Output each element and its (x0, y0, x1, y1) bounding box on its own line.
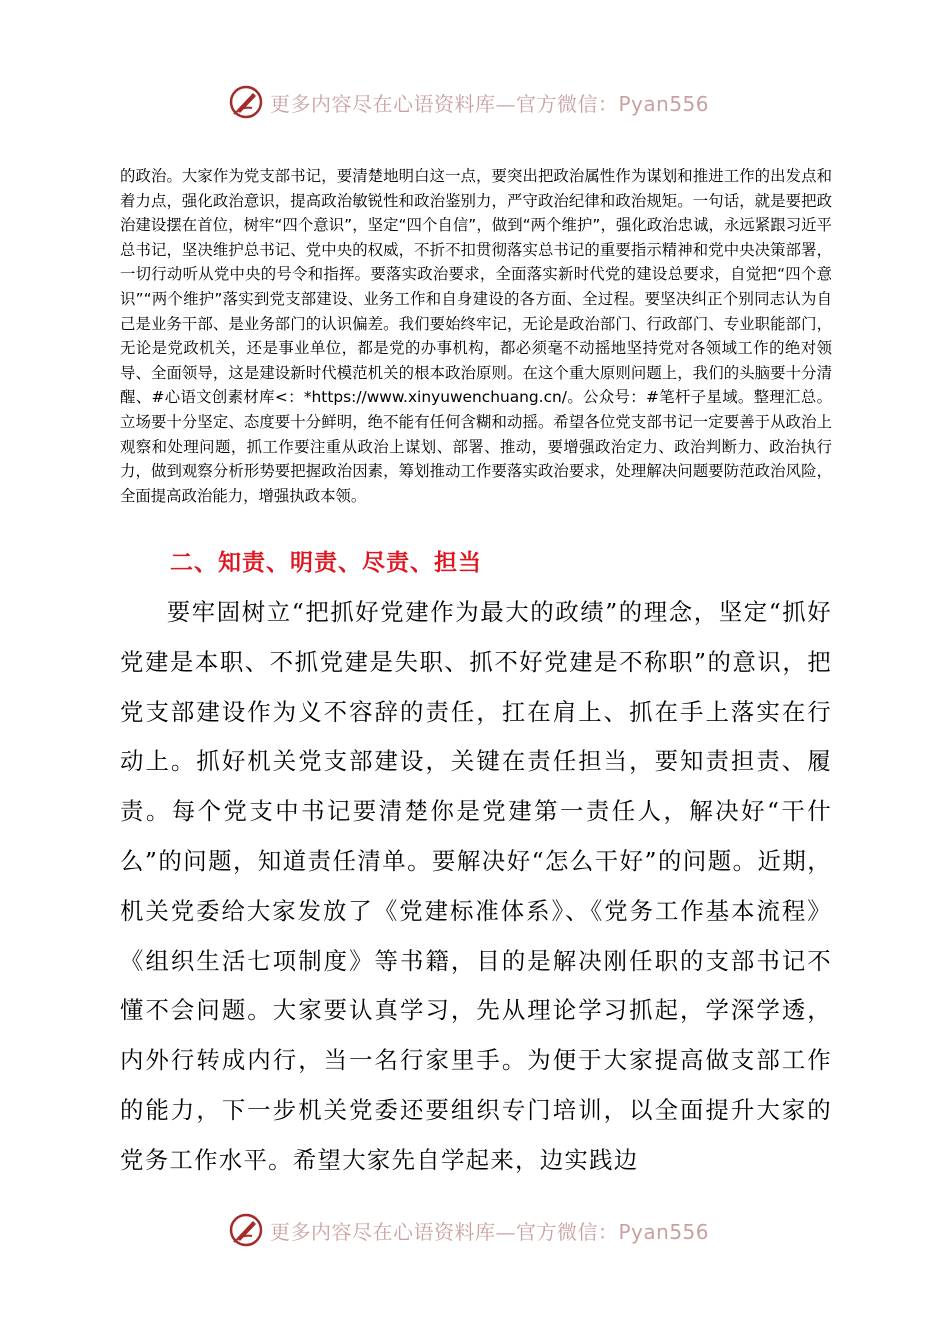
watermark-text: 更多内容尽在心语资料库—官方微信：Pyan556 (270, 91, 710, 116)
body-paragraph-small: 的政治。大家作为党支部书记，要清楚地明白这一点，要突出把政治属性作为谋划和推进工作的出发点和着力点，强化政治意识，提高政治敏锐性和政治鉴别力，严守政治纪律和政治规矩。一句话，就是要把政治建设摆在首位，树牢“四个意识”，坚定“四个自信”，做到“两个维护”，强化政治忠诚，永远紧跟习近平总书记，坚决维护总书记、党中央的权威，不折不扣贯彻落实总书记的重要指示精神和党中央决策部署，一切行动听从党中央的号令和指挥。要落实政治要求，全面落实新时代党的建设总要求，自觉把“四个意识”“两个维护”落实到党支部建设、业务工作和自身建设的各方面、全过程。要坚决纠正个别同志认为自己是业务干部、是业务部门的认识偏差。我们要始终牢记，无论是政治部门、行政部门、专业职能部门，无论是党政机关，还是事业单位，都是党的办事机构，都必须毫不动摇地坚持党对各领域工作的绝对领导、全面领导，这是建设新时代模范机关的根本政治原则。在这个重大原则问题上，我们的头脑要十分清醒、#心语文创素材库<：*https://www.xinyuwenchuang.cn/。公众号：#笔杆子星域。整理汇总。立场要十分坚定、态度要十分鲜明，绝不能有任何含糊和动摇。希望各位党支部书记一定要善于从政治上观察和处理问题，抓工作要注重从政治上谋划、部署、推动，要增强政治定力、政治判断力、政治执行力，做到观察分析形势要把握政治因素，筹划推动工作要落实政治要求，处理解决问题要防范政治风险，全面提高政治能力，增强执政本领。 (120, 167, 832, 505)
footer-watermark-banner (228, 1210, 748, 1250)
pen-logo-icon (228, 84, 264, 120)
body-paragraph-large: 要牢固树立“把抓好党建作为最大的政绩”的理念，坚定“抓好党建是本职、不抓党建是失职、抓不好党建是不称职”的意识，把党支部建设作为义不容辞的责任，扛在肩上、抓在手上落实在行动上。抓好机关党支部建设，关键在责任担当，要知责担责、履责。每个党支中书记要清楚你是党建第一责任人，解决好“干什么”的问题，知道责任清单。要解决好“怎么干好”的问题。近期，机关党委给大家发放了《党建标准体系》、《党务工作基本流程》《组织生活七项制度》等书籍，目的是解决刚任职的支部书记不懂不会问题。大家要认真学习，先从理论学习抓起，学深学透，内外行转成内行，当一名行家里手。为便于大家提高做支部工作的能力，下一步机关党委还要组织专门培训，以全面提升大家的党务工作水平。希望大家先自学起来，边实践边 (120, 598, 832, 1174)
section-heading: 二、知责、明责、尽责、担当 (170, 550, 482, 576)
watermark-text: 更多内容尽在心语资料库—官方微信：Pyan556 (270, 1219, 710, 1244)
pen-logo-icon (228, 1212, 264, 1248)
header-watermark-banner (228, 82, 748, 122)
